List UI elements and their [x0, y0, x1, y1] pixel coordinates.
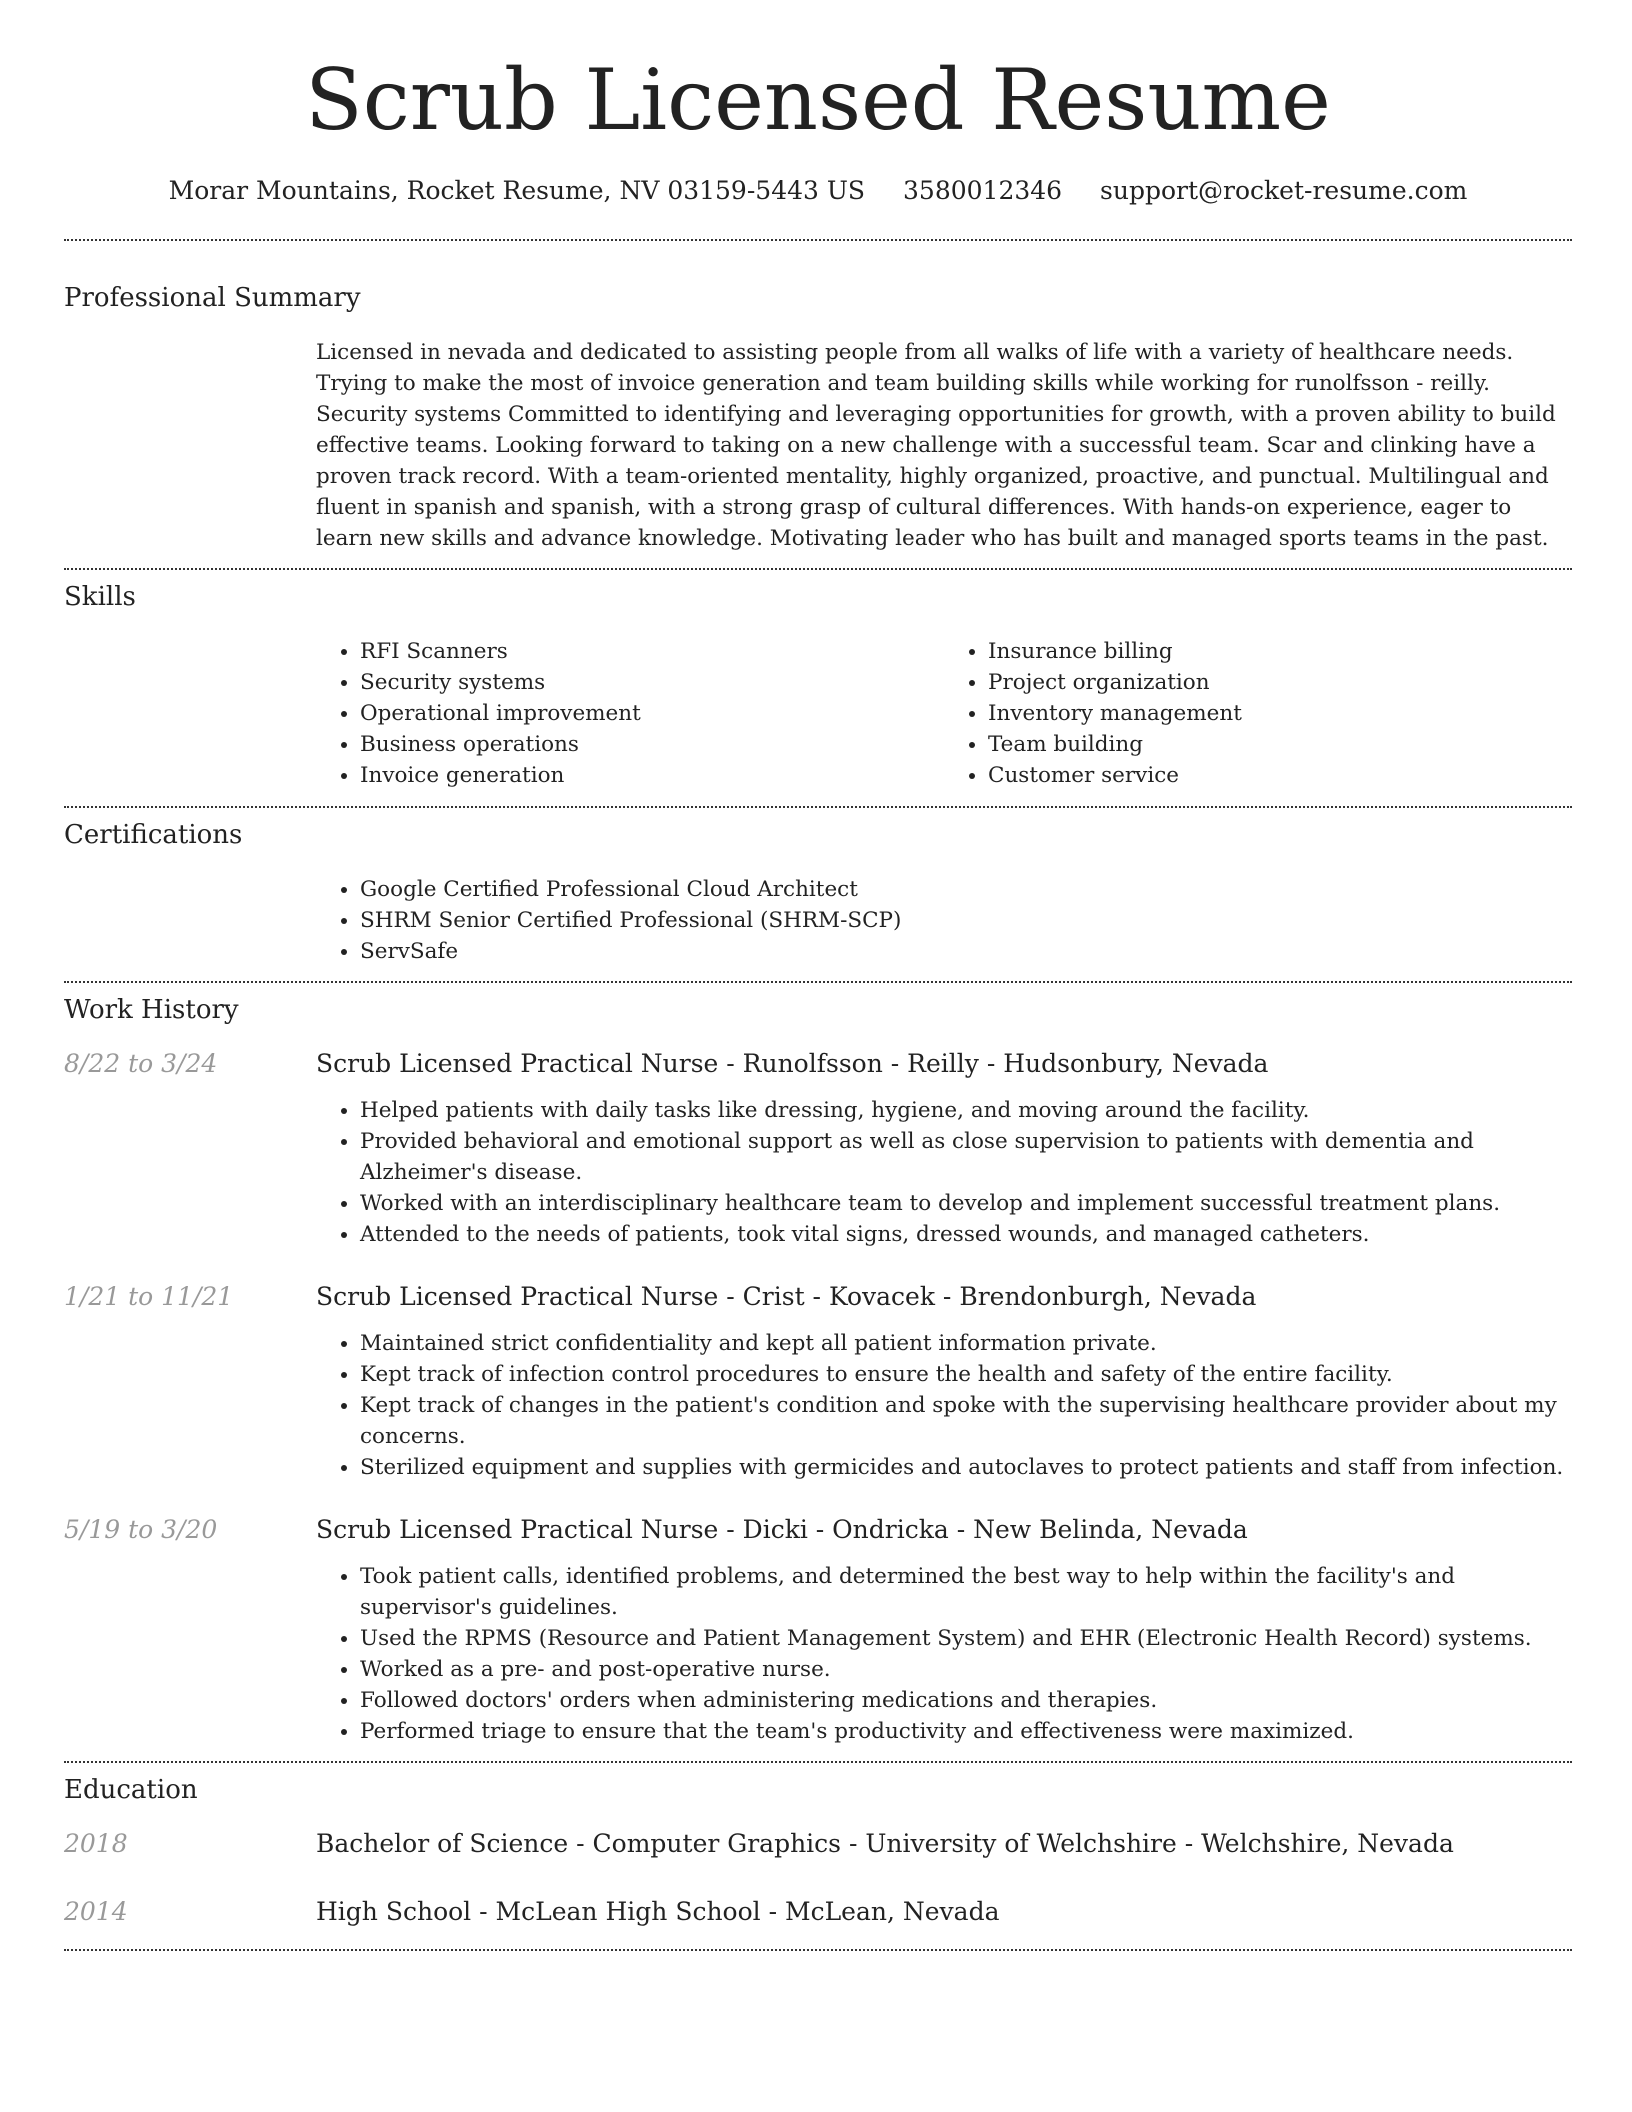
job-entry	[64, 1280, 1572, 1483]
skill-item: • Invoice generation	[360, 760, 944, 791]
skill-item: • Security systems	[360, 667, 944, 698]
skill-item: • Project organization	[988, 667, 1572, 698]
education-section	[64, 1763, 1572, 1929]
certification-item: • ServSafe	[360, 936, 1572, 967]
skill-item: • Business operations	[360, 729, 944, 760]
skill-item: • Insurance billing	[988, 636, 1572, 667]
work-heading: Work History	[64, 995, 239, 1025]
skill-item: • RFI Scanners	[360, 636, 944, 667]
skill-item: • Operational improvement	[360, 698, 944, 729]
job-bullet: • Maintained strict confidentiality and kept all patient information private.	[360, 1328, 1572, 1359]
job-bullet: • Kept track of infection control procedures to ensure the health and safety of the entire facility.	[360, 1359, 1572, 1390]
certification-item: • SHRM Senior Certified Professional (SHRM-SCP)	[360, 905, 1572, 936]
contact-email: support@rocket-resume.com	[1100, 176, 1468, 205]
job-bullets	[316, 1095, 1572, 1250]
job-bullet: • Attended to the needs of patients, took vital signs, dressed wounds, and managed catheters.	[360, 1219, 1572, 1250]
skills-heading: Skills	[64, 582, 136, 612]
contact-line	[64, 176, 1572, 205]
job-date: 8/22 to 3/24	[64, 1049, 218, 1078]
education-heading: Education	[64, 1775, 198, 1805]
job-bullet: • Helped patients with daily tasks like dressing, hygiene, and moving around the facility.	[360, 1095, 1572, 1126]
job-title: Scrub Licensed Practical Nurse - Crist - Kovacek - Brendonburgh, Nevada	[316, 1282, 1257, 1311]
job-bullet: • Performed triage to ensure that the team's productivity and effectiveness were maximized.	[360, 1716, 1572, 1747]
contact-phone: 3580012346	[903, 176, 1063, 205]
skill-item: • Inventory management	[988, 698, 1572, 729]
job-bullet: • Provided behavioral and emotional support as well as close supervision to patients with dementia and Alzheimer's disease.	[360, 1126, 1572, 1188]
summary-heading: Professional Summary	[64, 283, 361, 313]
job-bullet: • Took patient calls, identified problems, and determined the best way to help within the facility's and supervisor's guidelines.	[360, 1561, 1572, 1623]
skills-section	[64, 570, 1572, 791]
divider	[64, 1949, 1572, 1951]
job-entry	[64, 1047, 1572, 1250]
job-bullet: • Used the RPMS (Resource and Patient Management System) and EHR (Electronic Health Record) systems.	[360, 1623, 1572, 1654]
job-bullets	[316, 1561, 1572, 1747]
job-title: Scrub Licensed Practical Nurse - Runolfsson - Reilly - Hudsonbury, Nevada	[316, 1049, 1269, 1078]
skill-item: • Customer service	[988, 760, 1572, 791]
education-entry	[64, 1827, 1572, 1861]
work-section	[64, 983, 1572, 1747]
job-bullet: • Followed doctors' orders when administering medications and therapies.	[360, 1685, 1572, 1716]
job-bullet: • Kept track of changes in the patient's condition and spoke with the supervising healthcare provider about my concerns.	[360, 1390, 1572, 1452]
summary-text: Licensed in nevada and dedicated to assisting people from all walks of life with a variety of healthcare needs. Trying to make the most of invoice generation and team building skills while working for runolfsson - reilly. Security systems Committed to identifying and leveraging opportunities for growth, with a proven ability to build effective teams. Looking forward to taking on a new challenge with a successful team. Scar and clinking have a proven track record. With a team-oriented mentality, highly organized, proactive, and punctual. Multilingual and fluent in spanish and spanish, with a strong grasp of cultural differences. With hands-on experience, eager to learn new skills and advance knowledge. Motivating leader who has built and managed sports teams in the past.	[316, 340, 1556, 551]
certifications-heading: Certifications	[64, 820, 243, 850]
education-date: 2014	[64, 1897, 128, 1926]
skills-list-left	[316, 636, 944, 791]
job-bullets	[316, 1328, 1572, 1483]
education-title: High School - McLean High School - McLean, Nevada	[316, 1897, 1000, 1926]
certifications-section	[64, 808, 1572, 967]
job-title: Scrub Licensed Practical Nurse - Dicki - Ondricka - New Belinda, Nevada	[316, 1515, 1248, 1544]
certifications-list	[316, 874, 1572, 967]
certification-item: • Google Certified Professional Cloud Architect	[360, 874, 1572, 905]
education-title: Bachelor of Science - Computer Graphics - University of Welchshire - Welchshire, Nevada	[316, 1829, 1454, 1858]
resume-page	[64, 0, 1572, 1951]
job-bullet: • Worked with an interdisciplinary healthcare team to develop and implement successful treatment plans.	[360, 1188, 1572, 1219]
job-date: 1/21 to 11/21	[64, 1282, 234, 1311]
skill-item: • Team building	[988, 729, 1572, 760]
education-entry	[64, 1895, 1572, 1929]
resume-title: Scrub Licensed Resume	[305, 51, 1331, 149]
summary-section	[64, 241, 1572, 554]
job-date: 5/19 to 3/20	[64, 1515, 218, 1544]
job-bullet: • Sterilized equipment and supplies with germicides and autoclaves to protect patients and staff from infection.	[360, 1452, 1572, 1483]
education-date: 2018	[64, 1829, 128, 1858]
skills-list-right	[944, 636, 1572, 791]
job-entry	[64, 1513, 1572, 1747]
contact-address: Morar Mountains, Rocket Resume, NV 03159-5443 US	[168, 176, 866, 205]
job-bullet: • Worked as a pre- and post-operative nurse.	[360, 1654, 1572, 1685]
